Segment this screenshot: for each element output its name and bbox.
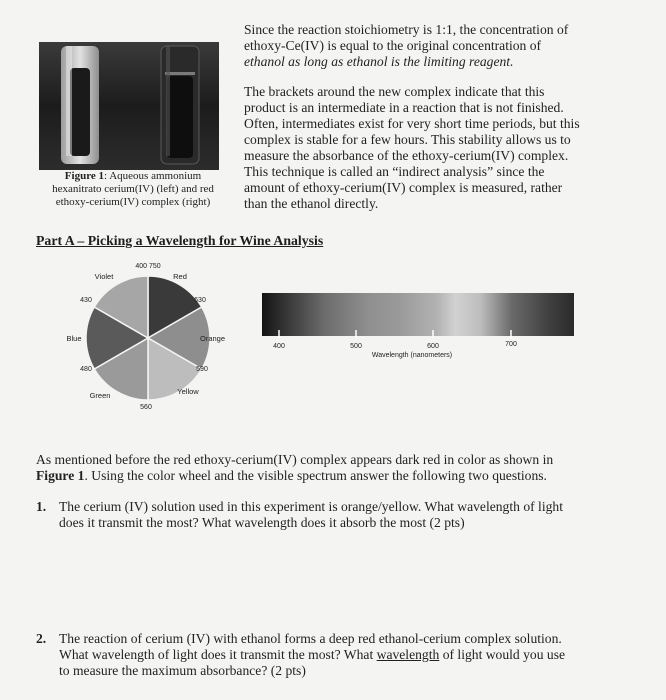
question-2-line2a: What wavelength of light does it transmit the most? What (59, 647, 377, 662)
wheel-label-yellow: Yellow (177, 387, 199, 396)
spectrum-tick-600: 600 (427, 343, 439, 350)
para2-line: The brackets around the new complex indicate that this (244, 84, 545, 99)
spectrum-tick-500: 500 (350, 343, 362, 350)
question-2 (36, 631, 656, 679)
para1-line: ethoxy-Ce(IV) is equal to the original concentration of (244, 38, 542, 53)
wheel-label-630: 630 (194, 297, 206, 304)
wheel-label-590: 590 (196, 366, 208, 373)
wheel-label-430: 430 (80, 297, 92, 304)
para2-line: complex is stable for a few hours. This stability allows us to (244, 132, 571, 147)
visible-spectrum (262, 290, 577, 365)
question-1-line: does it transmit the most? What wavelength does it absorb the most (2 pts) (59, 515, 465, 530)
spectrum-xlabel: Wavelength (nanometers) (371, 352, 453, 359)
question-2-line2c: of light would you use (439, 647, 566, 662)
intro-paragraph-2 (244, 84, 654, 212)
para2-line: measure the absorbance of the ethoxy-cerium(IV) complex. (244, 148, 569, 163)
questions-intro (36, 452, 646, 484)
figure1-photo (39, 42, 219, 170)
para1-line: Since the reaction stoichiometry is 1:1, the concentration of (244, 22, 569, 37)
para2-line: Often, intermediates exist for very short time periods, but this (244, 116, 580, 131)
para2-line: product is an intermediate in a reaction that is not finished. (244, 100, 564, 115)
question-2-line: to measure the maximum absorbance? (2 pts) (59, 663, 306, 678)
para2-line: amount of ethoxy-cerium(IV) complex is measured, rather (244, 180, 563, 195)
wheel-label-violet: Violet (94, 272, 114, 281)
tube-right (161, 46, 199, 164)
spectrum-tick-400: 400 (273, 343, 285, 350)
questions-intro-line2: . Using the color wheel and the visible spectrum answer the following two questions. (84, 468, 547, 483)
para2-line: than the ethanol directly. (244, 196, 379, 211)
wheel-label-blue: Blue (66, 334, 82, 343)
figure1-caption-line2: hexanitrato cerium(IV) (left) and red (52, 183, 214, 195)
wheel-label-480: 480 (80, 366, 92, 373)
question-2-number: 2. (36, 631, 47, 646)
para2-line: This technique is called an “indirect analysis” since the (244, 164, 545, 179)
wheel-label-green: Green (89, 391, 111, 400)
figure1-caption-line3: ethoxy-cerium(IV) complex (right) (55, 196, 211, 208)
para1-line: ethanol as long as ethanol is the limiting reagent. (244, 54, 514, 69)
tube-left (61, 46, 99, 164)
intro-paragraph-1 (244, 22, 644, 70)
figure1-caption-line1: : Aqueous ammonium (104, 170, 202, 182)
wheel-label-orange: Orange (200, 334, 226, 343)
wheel-label-top: 400 750 (135, 263, 161, 270)
part-a-heading: Part A – Picking a Wavelength for Wine Analysis (36, 233, 324, 248)
figure1-caption (38, 170, 228, 209)
questions-intro-figure-ref: Figure 1 (36, 468, 85, 483)
question-2-line: The reaction of cerium (IV) with ethanol forms a deep red ethanol-cerium complex solution. (59, 631, 562, 646)
question-1 (36, 499, 656, 531)
spectrum-bar (262, 293, 574, 337)
questions-intro-line1: As mentioned before the red ethoxy-cerium(IV) complex appears dark red in color as shown in (36, 452, 554, 467)
color-wheel (60, 258, 240, 430)
question-2-underlined-word: wavelength (376, 647, 440, 662)
wheel-label-560: 560 (140, 404, 152, 411)
question-1-line: The cerium (IV) solution used in this experiment is orange/yellow. What wavelength of light (59, 499, 563, 514)
wheel-label-red: Red (173, 272, 187, 281)
spectrum-tick-700: 700 (505, 341, 517, 348)
question-1-number: 1. (36, 499, 47, 514)
figure1-caption-label: Figure 1 (64, 170, 105, 182)
